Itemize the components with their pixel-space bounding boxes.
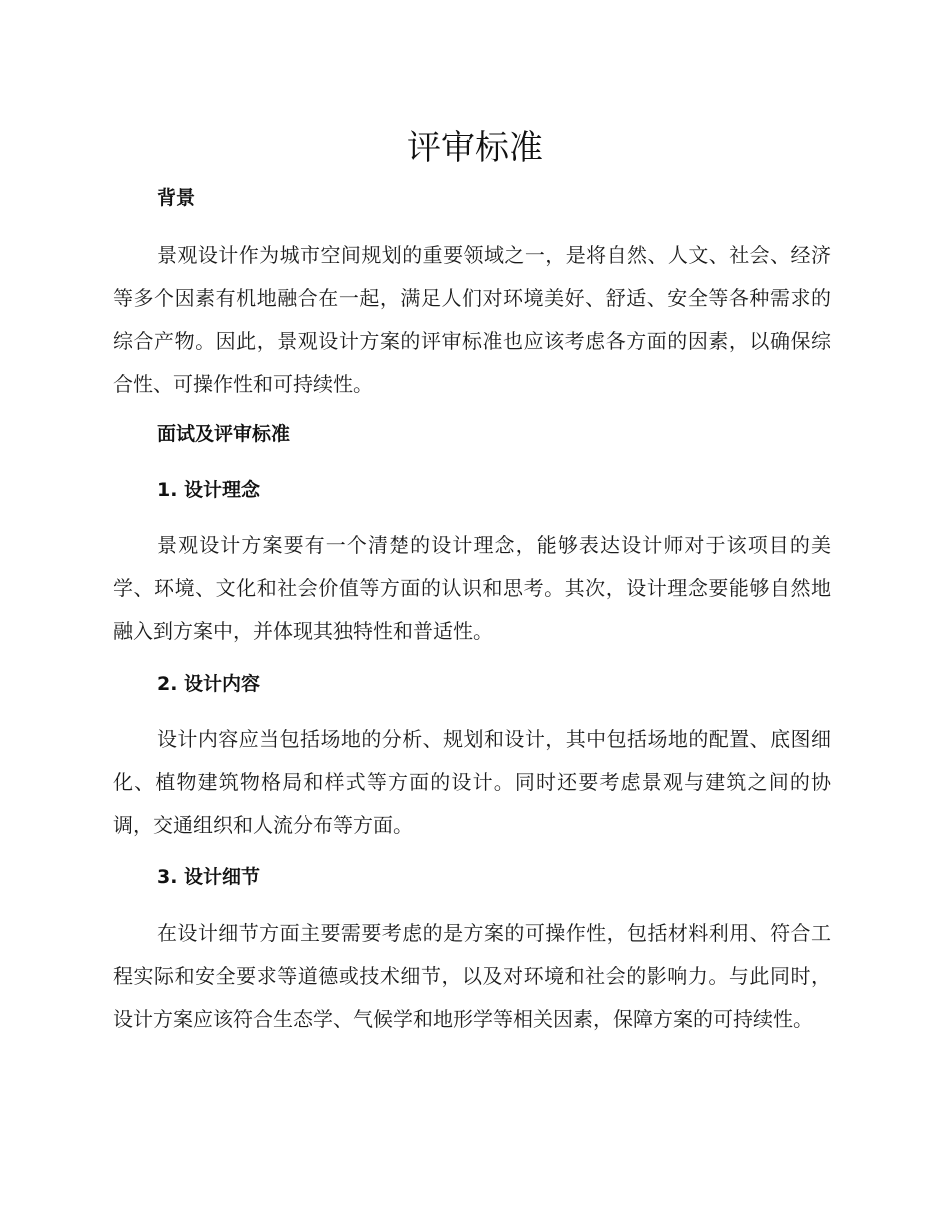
section-heading-design-details: 3. 设计细节 [157,866,261,888]
document-title: 评审标准 [407,128,543,168]
section-heading-background: 背景 [157,187,196,209]
section-paragraph-design-content: 设计内容应当包括场地的分析、规划和设计，其中包括场地的配置、底图细化、植物建筑物格局和样式等方面的设计。同时还要考虑景观与建筑之间的协调，交通组织和人流分布等方面。 [113,727,831,837]
section-heading-design-content: 2. 设计内容 [157,673,261,695]
section-paragraph-background: 景观设计作为城市空间规划的重要领域之一，是将自然、人文、社会、经济等多个因素有机地融合在一起，满足人们对环境美好、舒适、安全等各种需求的综合产物。因此，景观设计方案的评审标准也应该考虑各方面的因素，以确保综合性、可操作性和可持续性。 [113,243,831,396]
section-heading-interview-criteria: 面试及评审标准 [157,423,291,445]
section-paragraph-design-details: 在设计细节方面主要需要考虑的是方案的可操作性，包括材料利用、符合工程实际和安全要求等道德或技术细节，以及对环境和社会的影响力。与此同时，设计方案应该符合生态学、气候学和地形学等相关因素，保障方案的可持续性。 [113,921,831,1031]
section-paragraph-design-concept: 景观设计方案要有一个清楚的设计理念，能够表达设计师对于该项目的美学、环境、文化和社会价值等方面的认识和思考。其次，设计理念要能够自然地融入到方案中，并体现其独特性和普适性。 [113,533,831,643]
section-heading-design-concept: 1. 设计理念 [157,479,261,501]
